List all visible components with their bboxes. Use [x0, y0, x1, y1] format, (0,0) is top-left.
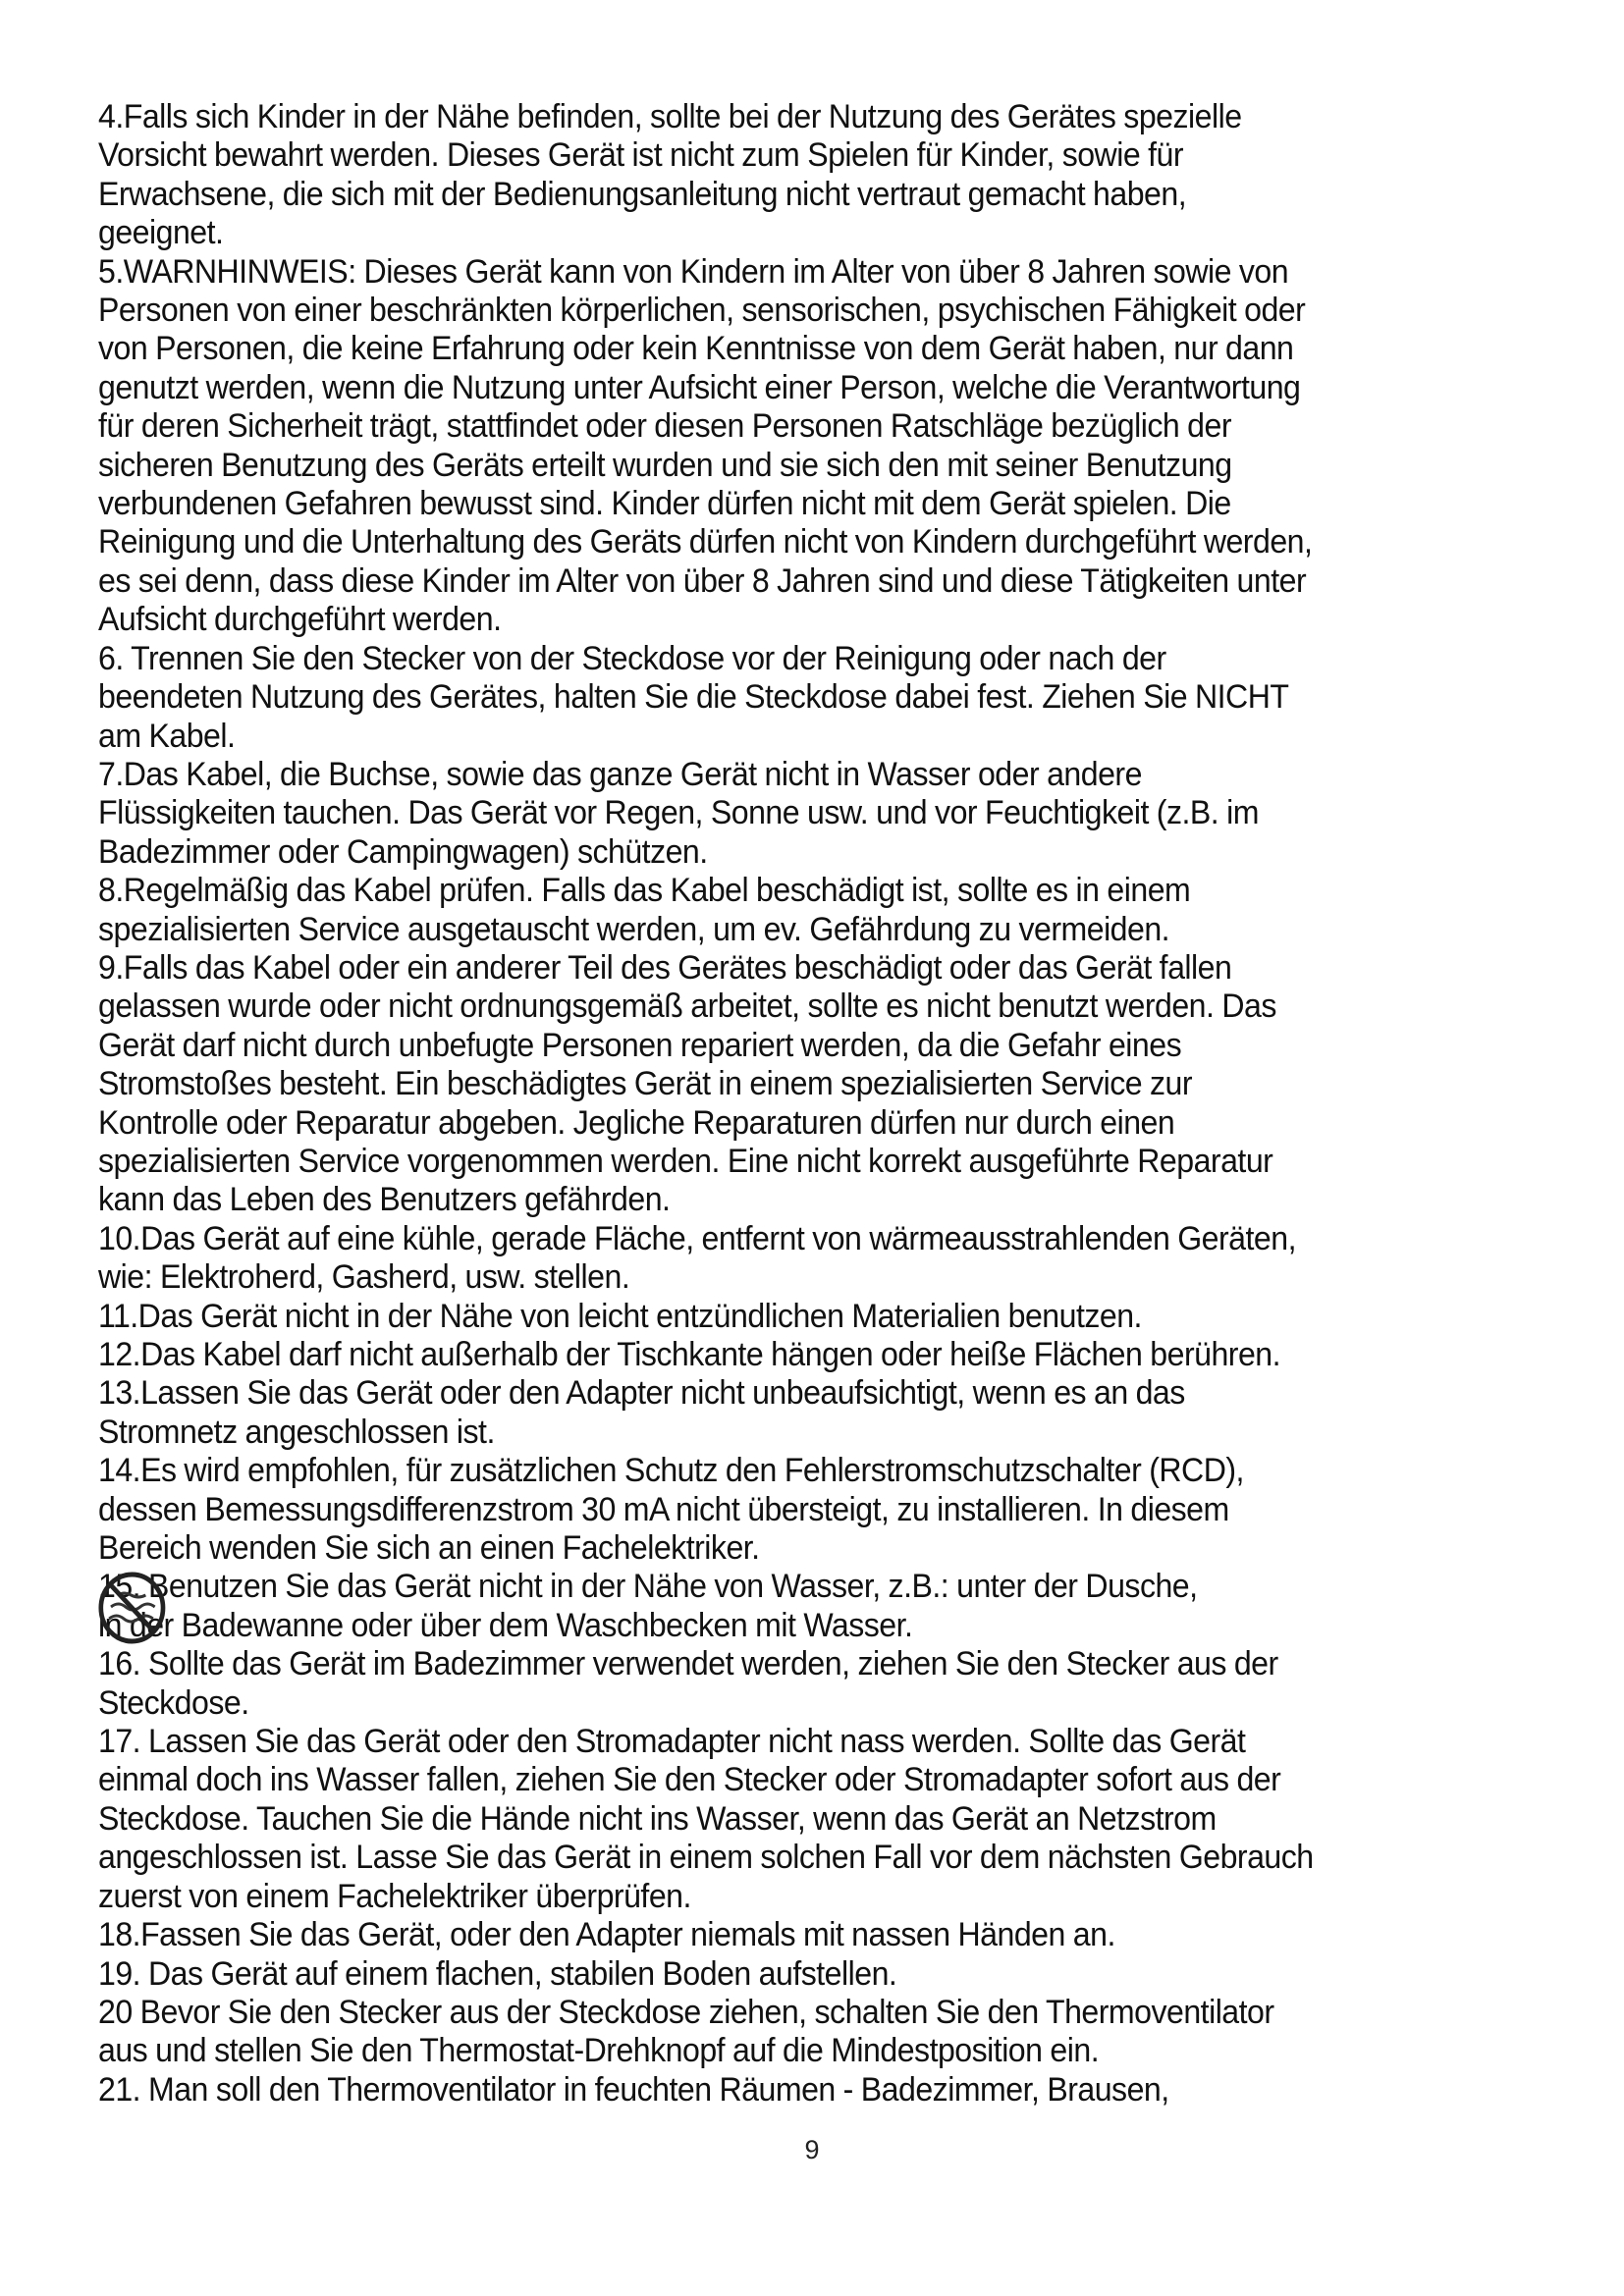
paragraph-12: 12.Das Kabel darf nicht außerhalb der Tischkante hängen oder heiße Flächen berühren. [98, 1336, 1281, 1373]
paragraph-6: 6. Trennen Sie den Stecker von der Steckdose vor der Reinigung oder nach der beendeten Nutzung des Gerätes, halten Sie die Steckdose dabei fest. Ziehen Sie NICHT am Kabel. [98, 639, 1289, 755]
page-number: 9 [804, 2135, 820, 2164]
paragraph-20: 20 Bevor Sie den Stecker aus der Steckdose ziehen, schalten Sie den Thermoventilator aus und stellen Sie den Thermostat-Drehknopf auf die Mindestposition ein. [98, 1993, 1274, 2070]
paragraph-13: 13.Lassen Sie das Gerät oder den Adapter nicht unbeaufsichtigt, wenn es an das Stromnetz angeschlossen ist. [98, 1374, 1185, 1451]
paragraph-17: 17. Lassen Sie das Gerät oder den Stromadapter nicht nass werden. Sollte das Gerät einmal doch ins Wasser fallen, ziehen Sie den Stecker oder Stromadapter sofort aus der Steckdose. Tauchen Sie die Hände nicht ins Wasser, wenn das Gerät an Netzstrom angeschlossen ist. Lasse Sie das Gerät in einem solchen Fall vor dem nächsten Gebrauch zuerst von einem Fachelektriker überprüfen. [98, 1723, 1314, 1915]
paragraph-5: 5.WARNHINWEIS: Dieses Gerät kann von Kindern im Alter von über 8 Jahren sowie von Personen von einer beschränkten körperlichen, sensorischen, psychischen Fähigkeit oder von Personen, die keine Erfahrung oder kein Kenntnisse von dem Gerät haben, nur dann genutzt werden, wenn die Nutzung unter Aufsicht einer Person, welche die Verantwortung für deren Sicherheit trägt, stattfindet oder diesen Personen Ratschläge bezüglich der sicheren Benutzung des Geräts erteilt wurden und sie sich den mit seiner Benutzung verbundenen Gefahren bewusst sind. Kinder dürfen nicht mit dem Gerät spielen. Die Reinigung und die Unterhaltung des Geräts dürfen nicht von Kindern durchgeführt werden, es sei denn, dass diese Kinder im Alter von über 8 Jahren sind und diese Tätigkeiten unter Aufsicht durchgeführt werden. [98, 252, 1313, 639]
instruction-text [98, 98, 1449, 2109]
paragraph-7: 7.Das Kabel, die Buchse, sowie das ganze Gerät nicht in Wasser oder andere Flüssigkeiten tauchen. Das Gerät vor Regen, Sonne usw. und vor Feuchtigkeit (z.B. im Badezimmer oder Campingwagen) schützen. [98, 755, 1259, 871]
paragraph-18: 18.Fassen Sie das Gerät, oder den Adapter niemals mit nassen Händen an. [98, 1916, 1115, 1954]
paragraph-15: 15. Benutzen Sie das Gerät nicht in der Nähe von Wasser, z.B.: unter der Dusche, in der Badewanne oder über dem Waschbecken mit Wasser. [98, 1568, 1198, 1644]
paragraph-19: 19. Das Gerät auf einem flachen, stabilen Boden aufstellen. [98, 1954, 897, 1993]
paragraph-4: 4.Falls sich Kinder in der Nähe befinden, sollte bei der Nutzung des Gerätes spezielle Vorsicht bewahrt werden. Dieses Gerät ist nicht zum Spielen für Kinder, sowie für Erwachsene, die sich mit der Bedienungsanleitung nicht vertraut gemacht haben, geeignet. [98, 98, 1242, 252]
paragraph-11: 11.Das Gerät nicht in der Nähe von leicht entzündlichen Materialien benutzen. [98, 1297, 1142, 1335]
paragraph-8: 8.Regelmäßig das Kabel prüfen. Falls das Kabel beschädigt ist, sollte es in einem spezialisierten Service ausgetauscht werden, um ev. Gefährdung zu vermeiden. [98, 872, 1191, 948]
paragraph-15-with-icon [98, 1568, 1449, 1645]
paragraph-21: 21. Man soll den Thermoventilator in feuchten Räumen - Badezimmer, Brausen, [98, 2070, 1169, 2109]
paragraph-14: 14.Es wird empfohlen, für zusätzlichen Schutz den Fehlerstromschutzschalter (RCD), dessen Bemessungsdifferenzstrom 30 mA nicht übersteigt, zu installieren. In diesem Bereich wenden Sie sich an einen Fachelektriker. [98, 1452, 1244, 1568]
no-water-prohibition-icon [96, 1570, 168, 1646]
paragraph-9: 9.Falls das Kabel oder ein anderer Teil des Gerätes beschädigt oder das Gerät fallen gelassen wurde oder nicht ordnungsgemäß arbeitet, sollte es nicht benutzt werden. Das Gerät darf nicht durch unbefugte Personen repariert werden, da die Gefahr eines Stromstoßes besteht. Ein beschädigtes Gerät in einem spezialisierten Service zur Kontrolle oder Reparatur abgeben. Jegliche Reparaturen dürfen nur durch einen spezialisierten Service vorgenommen werden. Eine nicht korrekt ausgeführte Reparatur kann das Leben des Benutzers gefährden. [98, 948, 1276, 1219]
paragraph-10: 10.Das Gerät auf eine kühle, gerade Fläche, entfernt von wärmeausstrahlenden Geräten, wie: Elektroherd, Gasherd, usw. stellen. [98, 1219, 1296, 1297]
paragraph-16: 16. Sollte das Gerät im Badezimmer verwendet werden, ziehen Sie den Stecker aus der Steckdose. [98, 1645, 1278, 1722]
